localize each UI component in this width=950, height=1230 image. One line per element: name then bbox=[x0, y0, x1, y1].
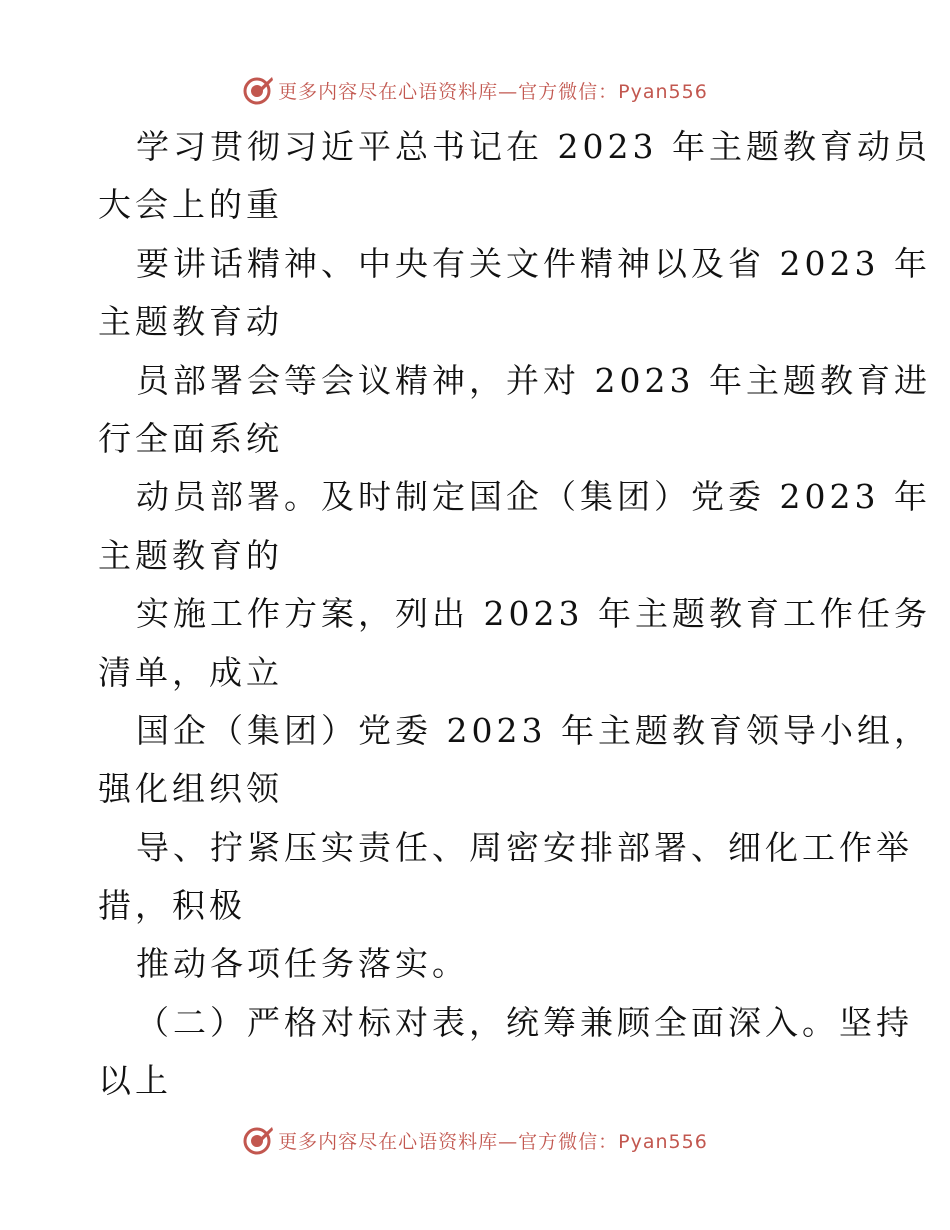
watermark-text: 更多内容尽在心语资料库—官方微信：Pyan556 bbox=[278, 80, 708, 103]
body-line: 导、拧紧压实责任、周密安排部署、细化工作举 bbox=[136, 827, 913, 867]
body-line: 实施工作方案，列出 2023 年主题教育工作任务 bbox=[136, 594, 931, 634]
pen-logo-icon bbox=[242, 74, 274, 106]
body-line: 员部署会等会议精神，并对 2023 年主题教育进 bbox=[136, 360, 931, 400]
body-line: 大会上的重 bbox=[98, 185, 283, 225]
body-line: 学习贯彻习近平总书记在 2023 年主题教育动员 bbox=[136, 127, 931, 166]
body-line: 以上 bbox=[98, 1061, 172, 1101]
body-line: 动员部署。及时制定国企（集团）党委 2023 年 bbox=[136, 477, 931, 517]
document-body bbox=[98, 118, 931, 1111]
body-line: 主题教育的 bbox=[98, 535, 283, 575]
body-line: 要讲话精神、中央有关文件精神以及省 2023 年 bbox=[136, 243, 931, 283]
body-line: 推动各项任务落实。 bbox=[136, 944, 469, 984]
body-line: 清单，成立 bbox=[98, 652, 283, 692]
body-line: （二）严格对标对表，统筹兼顾全面深入。坚持 bbox=[136, 1002, 913, 1042]
footer-watermark bbox=[0, 1122, 950, 1158]
pen-logo-icon bbox=[242, 1124, 274, 1156]
body-line: 行全面系统 bbox=[98, 418, 283, 458]
body-line: 措，积极 bbox=[98, 886, 246, 926]
body-line: 国企（集团）党委 2023 年主题教育领导小组， bbox=[136, 710, 931, 750]
watermark-text: 更多内容尽在心语资料库—官方微信：Pyan556 bbox=[278, 1130, 708, 1153]
body-line: 主题教育动 bbox=[98, 302, 283, 342]
body-line: 强化组织领 bbox=[98, 769, 283, 809]
header-watermark bbox=[0, 72, 950, 108]
